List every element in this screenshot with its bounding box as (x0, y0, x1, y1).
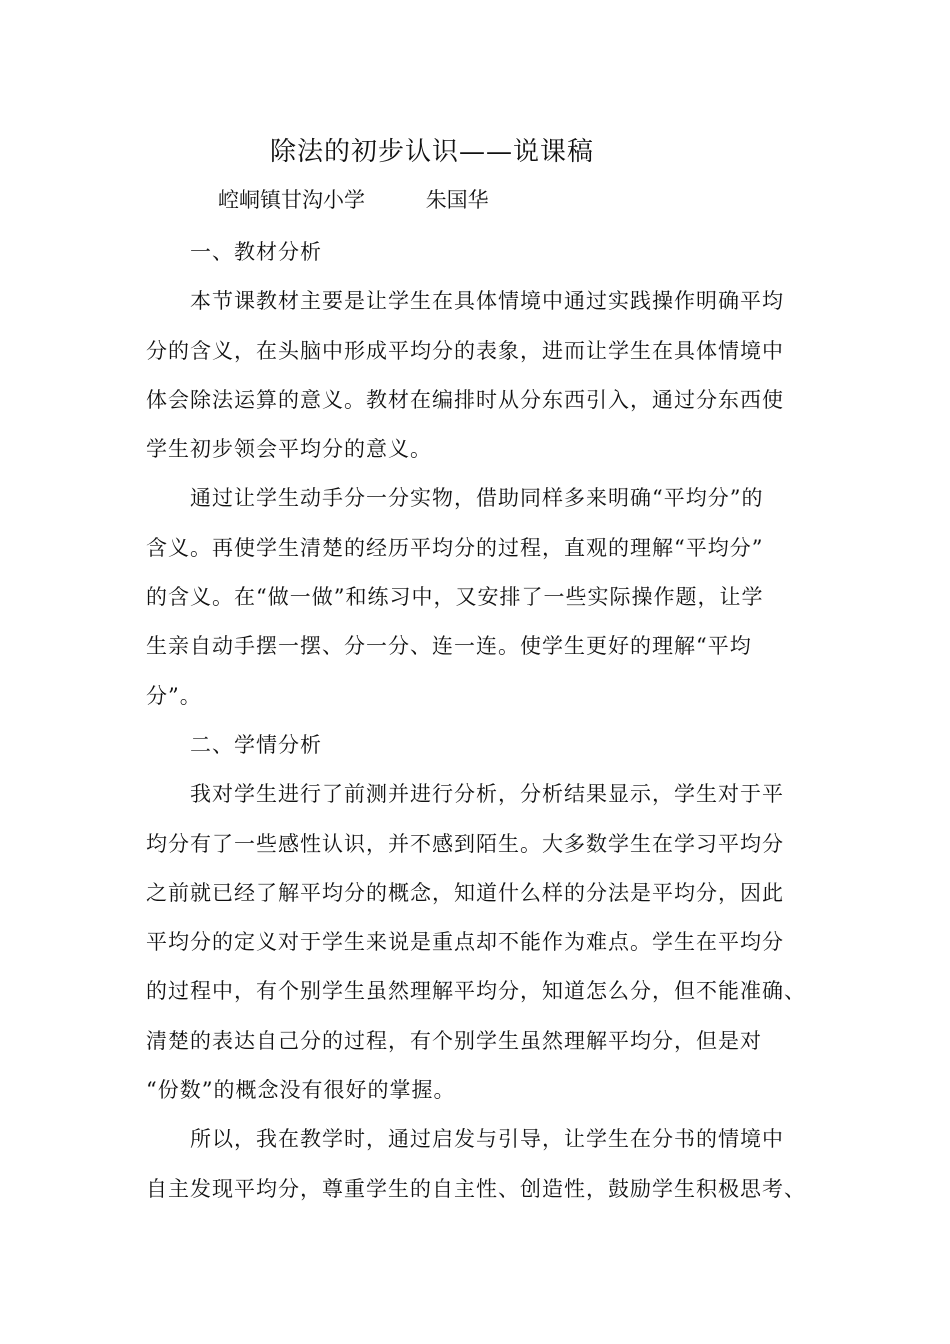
author-name: 朱国华 (425, 188, 489, 212)
text-line: 学生初步领会平均分的意义。 (146, 437, 432, 462)
author-school: 崆峒镇甘沟小学 (218, 188, 365, 212)
text-line: 本节课教材主要是让学生在具体情境中通过实践操作明确平均 (190, 289, 784, 314)
text-line: 之前就已经了解平均分的概念，知道什么样的分法是平均分，因此 (146, 880, 784, 905)
text-line: 生亲自动手摆一摆、分一分、连一连。使学生更好的理解“平均 (146, 634, 752, 659)
text-line: 二、学情分析 (190, 732, 322, 757)
text-line: 分的含义，在头脑中形成平均分的表象，进而让学生在具体情境中 (146, 338, 784, 363)
document-title: 除法的初步认识——说课稿 (269, 137, 594, 167)
text-line: 一、教材分析 (190, 240, 322, 264)
text-line: 我对学生进行了前测并进行分析，分析结果显示，学生对于平 (190, 782, 784, 807)
text-line: 体会除法运算的意义。教材在编排时从分东西引入，通过分东西使 (146, 387, 784, 412)
author-line (218, 180, 489, 220)
text-line: 分”。 (146, 683, 202, 708)
text-line: 含义。再使学生清楚的经历平均分的过程，直观的理解“平均分” (146, 535, 764, 560)
text-line: 自主发现平均分，尊重学生的自主性、创造性，鼓励学生积极思考、 (146, 1176, 806, 1201)
text-line: 的含义。在“做一做”和练习中，又安排了一些实际操作题，让学 (146, 585, 764, 610)
text-line: 所以，我在教学时，通过启发与引导，让学生在分书的情境中 (190, 1127, 784, 1152)
text-line: 均分有了一些感性认识，并不感到陌生。大多数学生在学习平均分 (146, 831, 784, 856)
text-line: “份数”的概念没有很好的掌握。 (146, 1078, 456, 1103)
text-line: 的过程中，有个别学生虽然理解平均分，知道怎么分，但不能准确、 (146, 979, 806, 1004)
text-line: 清楚的表达自己分的过程，有个别学生虽然理解平均分，但是对 (146, 1028, 762, 1053)
document-body (146, 228, 816, 1214)
text-line: 平均分的定义对于学生来说是重点却不能作为难点。学生在平均分 (146, 930, 784, 955)
text-line: 通过让学生动手分一分实物，借助同样多来明确“平均分”的 (190, 486, 764, 511)
